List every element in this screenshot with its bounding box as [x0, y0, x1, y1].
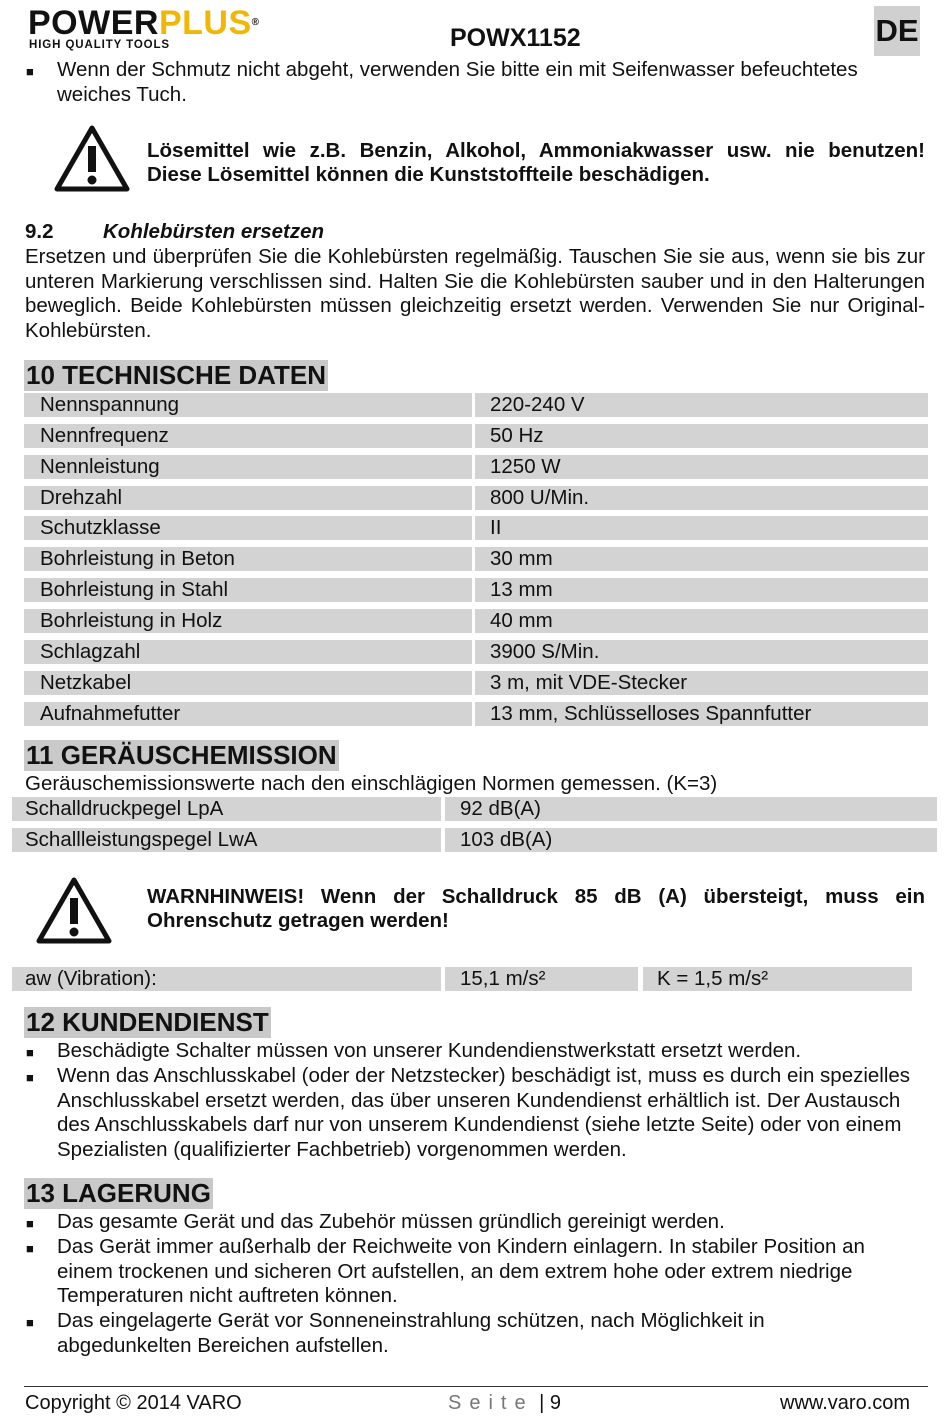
section-13-heading: 13 LAGERUNG [26, 1178, 211, 1208]
spec-value: 30 mm [475, 547, 928, 571]
spec-value: 1250 W [475, 455, 928, 479]
noise-warning-line2: Ohrenschutz getragen werden! [147, 909, 449, 932]
spec-value: 220-240 V [475, 393, 928, 417]
noise-intro: Geräuschemissionswerte nach den einschlägigen Normen gemessen. (K=3) [25, 772, 718, 795]
spec-value: 13 mm, Schlüsselloses Spannfutter [475, 702, 928, 726]
vibration-value: 15,1 m/s² [445, 967, 638, 991]
service-bullet-text: Wenn das Anschlusskabel (oder der Netzstecker) beschädigt ist, muss es durch ein spezielles Anschlusskabel ersetzt werden, das über unseren Kundendienst erhältlich ist. Der Austausch des Anschlusskabels darf nur von unserem Kundendienst (siehe letzte Seite) oder von einem Spezialisten (qualifizierter Fachbetrieb) vorgenommen werden. [57, 1064, 911, 1161]
noise-label: Schallleistungspegel LwA [12, 828, 441, 852]
warning-triangle-icon [36, 876, 112, 944]
bullet-icon: ■ [26, 1241, 34, 1256]
noise-value: 92 dB(A) [445, 797, 937, 821]
spec-label: Nennspannung [24, 393, 472, 417]
model-number: POWX1152 [450, 24, 581, 52]
section-10-heading: 10 TECHNISCHE DATEN [26, 360, 327, 390]
logo-wordmark [28, 6, 260, 40]
spec-label: Bohrleistung in Stahl [24, 578, 472, 602]
storage-bullet-text: Das eingelagerte Gerät vor Sonneneinstrahlung schützen, nach Möglichkeit in abgedunkelten Bereichen aufstellen. [57, 1309, 765, 1357]
spec-label: Bohrleistung in Beton [24, 547, 472, 571]
section-9-2-title: Kohlebürsten ersetzen [103, 220, 324, 243]
section-9-2-body: Ersetzen und überprüfen Sie die Kohlebürsten regelmäßig. Tauschen Sie sie aus, wenn sie bis zur unteren Markierung verschlissen sind. Halten Sie die Kohlebürsten sauber und in den Halterungen beweglich. Beide Kohlebürsten müssen gleichzeitig ersetzt werden. Verwenden Sie nur Original-Kohlebürsten. [25, 245, 925, 342]
logo-plus: PLUS [158, 4, 252, 42]
logo-registered: ® [251, 17, 260, 28]
bullet-icon: ■ [26, 1070, 34, 1085]
spec-value: 3900 S/Min. [475, 640, 928, 664]
spec-label: Drehzahl [24, 486, 472, 510]
spec-value: 40 mm [475, 609, 928, 633]
warning-triangle-icon [54, 124, 130, 192]
bullet-icon: ■ [26, 64, 34, 79]
noise-warning-line1: WARNHINWEIS! Wenn der Schalldruck 85 dB (A) übersteigt, muss ein [147, 885, 925, 908]
footer-page-number [448, 1392, 561, 1415]
spec-label: Nennleistung [24, 455, 472, 479]
powerplus-logo [28, 6, 298, 52]
storage-bullet-text: Das gesamte Gerät und das Zubehör müssen gründlich gereinigt werden. [57, 1210, 725, 1233]
noise-label: Schalldruckpegel LpA [12, 797, 441, 821]
footer-url: www.varo.com [780, 1392, 911, 1414]
spec-label: Netzkabel [24, 671, 472, 695]
service-bullet-text: Beschädigte Schalter müssen von unserer Kundendienstwerkstatt ersetzt werden. [57, 1039, 802, 1062]
bullet-icon: ■ [26, 1045, 34, 1060]
footer-seite-label: Seite [448, 1392, 534, 1414]
logo-power: POWER [28, 4, 159, 42]
footer-copyright: Copyright © 2014 VARO [25, 1392, 242, 1414]
vibration-label: aw (Vibration): [12, 967, 441, 991]
bullet-icon: ■ [26, 1315, 34, 1330]
section-9-2-number: 9.2 [25, 220, 54, 243]
logo-tagline: HIGH QUALITY TOOLS [29, 39, 171, 51]
section-11-heading: 11 GERÄUSCHEMISSION [26, 740, 337, 770]
spec-label: Aufnahmefutter [24, 702, 472, 726]
noise-value: 103 dB(A) [445, 828, 937, 852]
warning-solvents-line1: Lösemittel wie z.B. Benzin, Alkohol, Ammoniakwasser usw. nie benutzen! [147, 139, 925, 162]
footer-page: | 9 [539, 1392, 562, 1414]
section-12-heading: 12 KUNDENDIENST [26, 1007, 269, 1037]
footer-divider [24, 1386, 928, 1387]
cleaning-bullet-text: Wenn der Schmutz nicht abgeht, verwenden Sie bitte ein mit Seifenwasser befeuchtetes weiches Tuch. [57, 58, 858, 106]
warning-solvents-line2: Diese Lösemittel können die Kunststoffteile beschädigen. [147, 163, 710, 186]
spec-label: Bohrleistung in Holz [24, 609, 472, 633]
vibration-uncertainty: K = 1,5 m/s² [643, 967, 912, 991]
spec-value: 800 U/Min. [475, 486, 928, 510]
spec-label: Schutzklasse [24, 516, 472, 540]
spec-label: Nennfrequenz [24, 424, 472, 448]
spec-label: Schlagzahl [24, 640, 472, 664]
spec-value: 13 mm [475, 578, 928, 602]
language-badge: DE [874, 6, 920, 56]
bullet-icon: ■ [26, 1216, 34, 1231]
spec-value: 50 Hz [475, 424, 928, 448]
spec-value: 3 m, mit VDE-Stecker [475, 671, 928, 695]
storage-bullet-text: Das Gerät immer außerhalb der Reichweite von Kindern einlagern. In stabiler Position an einem trockenen und sicheren Ort aufstellen, an dem extrem hohe oder extrem niedrige Temperaturen nicht auftreten können. [57, 1235, 865, 1308]
spec-value: II [475, 516, 928, 540]
